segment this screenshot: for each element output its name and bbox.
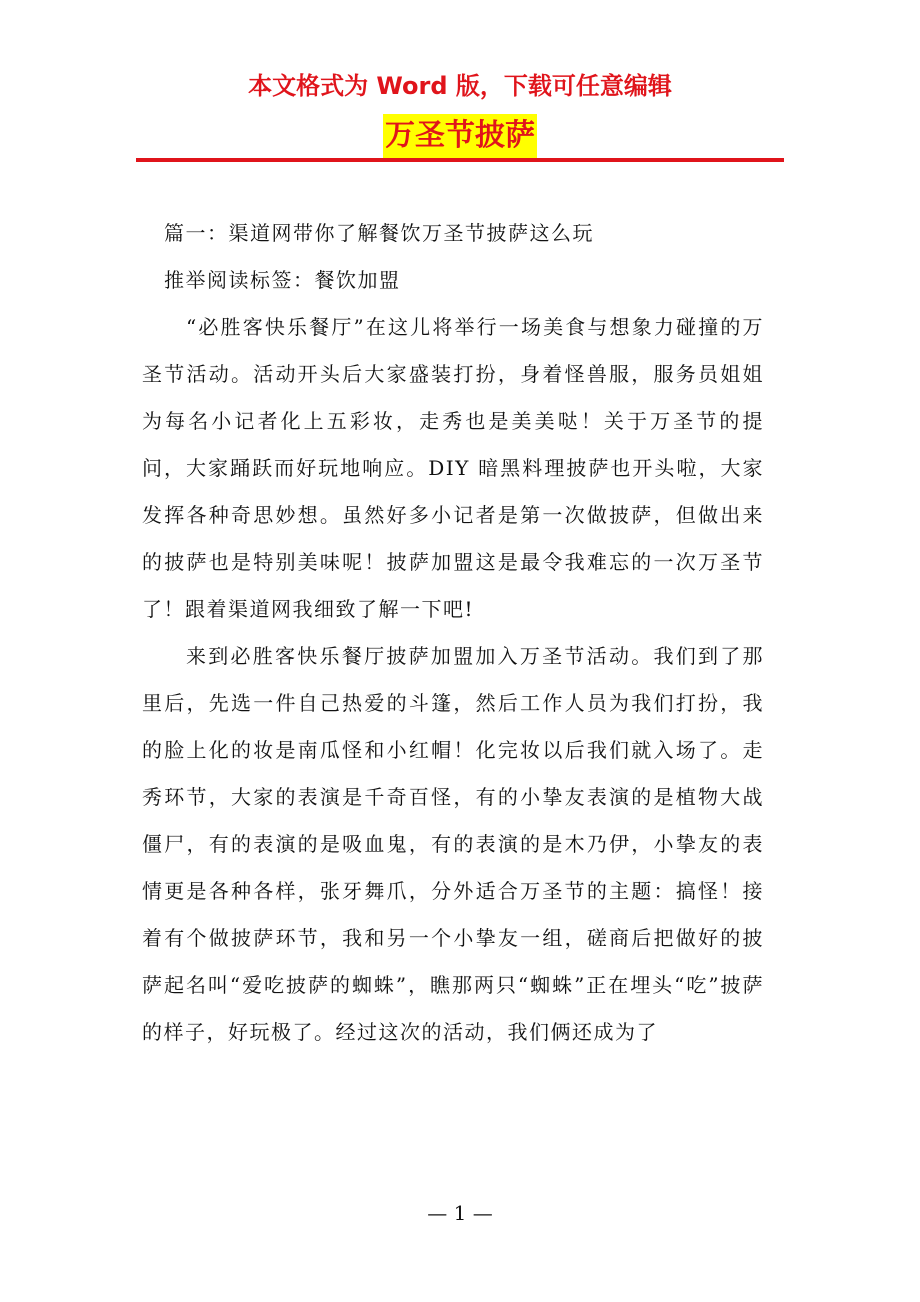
document-title: 万圣节披萨 [383, 114, 537, 158]
page-number: — 1 — [427, 1201, 493, 1225]
tags-line: 推举阅读标签：餐饮加盟 [164, 268, 401, 292]
title-divider [136, 158, 784, 162]
section-heading: 篇一：渠道网带你了解餐饮万圣节披萨这么玩 [164, 221, 594, 245]
paragraph-2: 来到必胜客快乐餐厅披萨加盟加入万圣节活动。我们到了那里后，先选一件自己热爱的斗篷，然后工作人员为我们打扮，我的脸上化的妆是南瓜怪和小红帽！化完妆以后我们就入场了。走秀环节，大家的表演是千奇百怪，有的小挚友表演的是植物大战僵尸，有的表演的是吸血鬼，有的表演的是木乃伊，小挚友的表情更是各种各样，张牙舞爪，分外适合万圣节的主题：搞怪！接着有个做披萨环节，我和另一个小挚友一组，磋商后把做好的披萨起名叫“爱吃披萨的蜘蛛”，瞧那两只“蜘蛛”正在埋头“吃”披萨的样子，好玩极了。经过这次的活动，我们俩还成为了 [142, 644, 764, 1044]
format-notice-banner: 本文格式为 Word 版，下载可任意编辑 [248, 72, 672, 100]
paragraph-1: “必胜客快乐餐厅”在这儿将举行一场美食与想象力碰撞的万圣节活动。活动开头后大家盛装打扮，身着怪兽服，服务员姐姐为每名小记者化上五彩妆，走秀也是美美哒！关于万圣节的提问，大家踊跃而好玩地响应。DIY 暗黑料理披萨也开头啦，大家发挥各种奇思妙想。虽然好多小记者是第一次做披萨，但做出来的披萨也是特别美味呢！披萨加盟这是最令我难忘的一次万圣节了！跟着渠道网我细致了解一下吧! [142, 315, 764, 621]
title-wrapper [0, 114, 920, 158]
document-body [142, 210, 764, 1056]
